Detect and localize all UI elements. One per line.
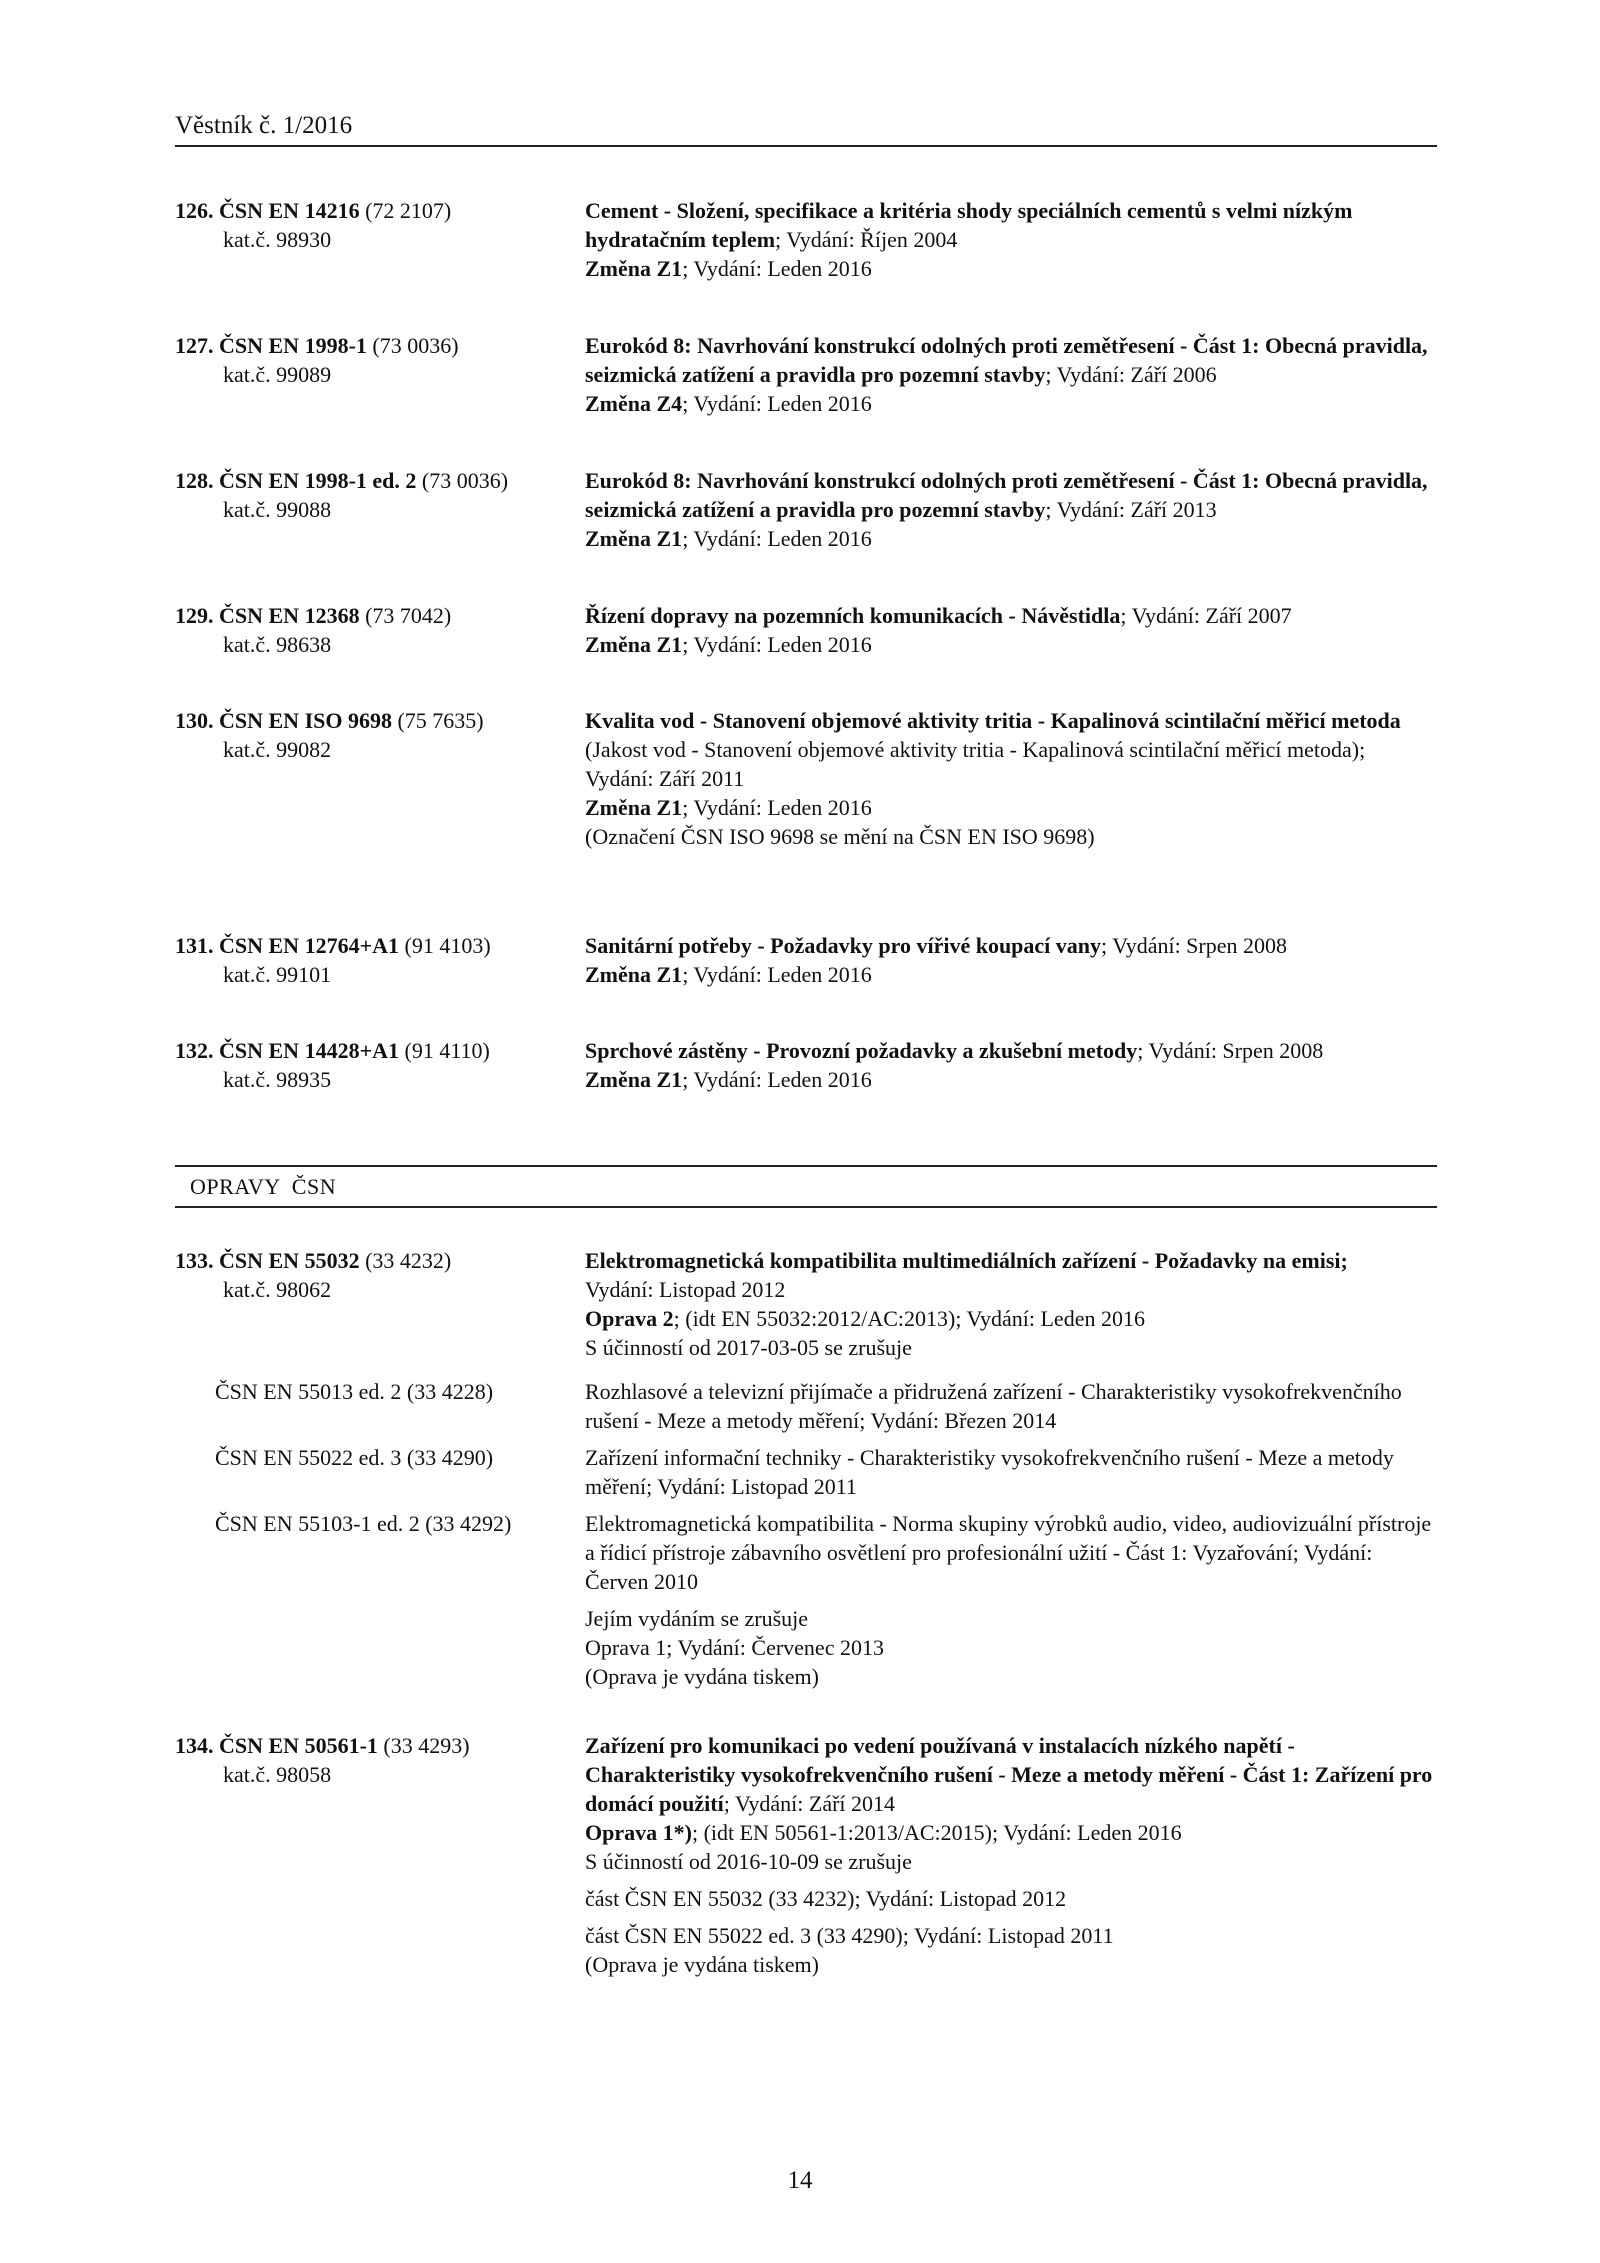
standard-title: Sprchové zástěny - Provozní požadavky a zkušební metody <box>585 1038 1138 1063</box>
effective-note: S účinností od 2016-10-09 se zrušuje <box>585 1849 912 1874</box>
entry-identifier <box>175 1731 580 1789</box>
class-code: (91 4110) <box>404 1038 490 1063</box>
entry-description <box>585 931 1437 989</box>
entry-identifier <box>175 706 580 764</box>
change-entry-127 <box>175 331 1437 418</box>
change-label: Změna Z1 <box>585 962 683 987</box>
catalog-number: kat.č. 99088 <box>223 497 332 522</box>
change-entry-126 <box>175 196 1437 283</box>
cancelled-item: Oprava 1; Vydání: Červenec 2013 <box>585 1635 884 1660</box>
replaced-standard-code: ČSN EN 55022 ed. 3 (33 4290) <box>215 1445 494 1470</box>
correction-entry-133 <box>175 1246 1437 1362</box>
entry-identifier <box>175 601 580 659</box>
printed-note: (Oprava je vydána tiskem) <box>585 1952 819 1977</box>
cancel-intro: Jejím vydáním se zrušuje <box>585 1606 809 1631</box>
issue-date: ; Vydání: Září 2013 <box>1045 497 1217 522</box>
standard-title: Sanitární potřeby - Požadavky pro vířivé koupací vany <box>585 933 1102 958</box>
designation-note: (Označení ČSN ISO 9698 se mění na ČSN EN ISO 9698) <box>585 824 1095 849</box>
class-code: (91 4103) <box>404 933 491 958</box>
class-code: (33 4232) <box>365 1248 452 1273</box>
standard-title: Kvalita vod - Stanovení objemové aktivity tritia - Kapalinová scintilační měřicí metoda <box>585 708 1401 733</box>
section-rule-bottom <box>175 1206 1437 1208</box>
page-number: 14 <box>787 2167 813 2194</box>
catalog-number: kat.č. 98058 <box>223 1762 332 1787</box>
change-entry-132 <box>175 1036 1437 1094</box>
standard-title: Elektromagnetická kompatibilita multimediálních zařízení - Požadavky na emisi; <box>585 1248 1348 1273</box>
replaced-standard-text: Rozhlasové a televizní přijímače a přidružená zařízení - Charakteristiky vysokofrekvenčního rušení - Meze a metody měření; Vydání: Březen 2014 <box>585 1379 1402 1433</box>
change-issue-date: ; Vydání: Leden 2016 <box>682 526 872 551</box>
change-issue-date: ; Vydání: Leden 2016 <box>682 1067 872 1092</box>
effective-note: S účinností od 2017-03-05 se zrušuje <box>585 1335 912 1360</box>
entry-number: 130. <box>175 708 214 733</box>
change-label: Změna Z1 <box>585 256 683 281</box>
entry-description <box>585 601 1437 659</box>
standard-code: ČSN EN ISO 9698 <box>219 708 392 733</box>
entry-description <box>585 1731 1437 1979</box>
change-label: Změna Z1 <box>585 526 683 551</box>
partial-standard-1: část ČSN EN 55032 (33 4232); Vydání: Listopad 2012 <box>585 1886 1067 1911</box>
catalog-number: kat.č. 98930 <box>223 227 332 252</box>
change-issue-date: ; Vydání: Leden 2016 <box>682 256 872 281</box>
issue-date: ; Vydání: Říjen 2004 <box>775 227 958 252</box>
catalog-number: kat.č. 99082 <box>223 737 332 762</box>
standard-code: ČSN EN 1998-1 ed. 2 <box>219 468 417 493</box>
change-issue-date: ; Vydání: Leden 2016 <box>682 391 872 416</box>
issue-date: ; Vydání: Září 2007 <box>1120 603 1292 628</box>
section-title: OPRAVY ČSN <box>190 1174 337 1199</box>
correction-label: Oprava 2 <box>585 1306 674 1331</box>
standard-code: ČSN EN 12368 <box>219 603 360 628</box>
standard-code: ČSN EN 1998-1 <box>219 333 367 358</box>
entry-number: 128. <box>175 468 214 493</box>
entry-number: 133. <box>175 1248 214 1273</box>
replaced-standard-text: Elektromagnetická kompatibilita - Norma skupiny výrobků audio, video, audiovizuální přístroje a řídicí přístroje zábavního osvětlení pro profesionální užití - Část 1: Vyzařování; Vydání: Červen 2010 <box>585 1511 1432 1594</box>
catalog-number: kat.č. 98062 <box>223 1277 332 1302</box>
entry-identifier <box>175 1036 580 1094</box>
catalog-number: kat.č. 98638 <box>223 632 332 657</box>
partial-standard-2: část ČSN EN 55022 ed. 3 (33 4290); Vydání: Listopad 2011 <box>585 1923 1114 1948</box>
change-entry-130 <box>175 706 1437 851</box>
entry-number: 126. <box>175 198 214 223</box>
entry-identifier <box>175 331 580 389</box>
entry-description <box>585 196 1437 283</box>
class-code: (33 4293) <box>383 1733 470 1758</box>
standard-code: ČSN EN 55032 <box>219 1248 360 1273</box>
printed-note: (Oprava je vydána tiskem) <box>585 1664 819 1689</box>
change-entry-131 <box>175 931 1437 989</box>
section-rule-top <box>175 1165 1437 1167</box>
header-rule <box>175 145 1437 147</box>
replaced-standard-1 <box>175 1377 1437 1435</box>
standard-code: ČSN EN 12764+A1 <box>219 933 399 958</box>
class-code: (73 0036) <box>372 333 459 358</box>
standard-code: ČSN EN 50561-1 <box>219 1733 378 1758</box>
replaced-standard-code: ČSN EN 55013 ed. 2 (33 4228) <box>215 1379 494 1404</box>
change-issue-date: ; Vydání: Leden 2016 <box>682 632 872 657</box>
change-label: Změna Z1 <box>585 632 683 657</box>
class-code: (75 7635) <box>397 708 484 733</box>
replaced-standard-2 <box>175 1443 1437 1501</box>
entry-number: 132. <box>175 1038 214 1063</box>
correction-label: Oprava 1*) <box>585 1820 692 1845</box>
replaced-standard-text: Zařízení informační techniky - Charakteristiky vysokofrekvenčního rušení - Meze a metody měření; Vydání: Listopad 2011 <box>585 1445 1394 1499</box>
class-code: (72 2107) <box>365 198 452 223</box>
change-issue-date: ; Vydání: Leden 2016 <box>682 795 872 820</box>
change-label: Změna Z4 <box>585 391 683 416</box>
standard-title: Zařízení pro komunikaci po vedení používaná v instalacích nízkého napětí - Charakteristiky vysokofrekvenčního rušení - Meze a metody měření - Část 1: Zařízení pro domácí použití <box>585 1733 1433 1816</box>
entry-number: 129. <box>175 603 214 628</box>
entry-description <box>585 706 1437 851</box>
standard-title: Řízení dopravy na pozemních komunikacích - Návěstidla <box>585 603 1121 628</box>
catalog-number: kat.č. 99101 <box>223 962 332 987</box>
entry-description <box>585 331 1437 418</box>
entry-identifier <box>175 466 580 524</box>
previous-title: (Jakost vod - Stanovení objemové aktivity tritia - Kapalinová scintilační měřicí metoda); Vydání: Září 2011 <box>585 737 1366 791</box>
entry-description <box>585 1246 1437 1362</box>
entry-number: 134. <box>175 1733 214 1758</box>
change-entry-129 <box>175 601 1437 659</box>
entry-description <box>585 1036 1437 1094</box>
entry-identifier <box>175 1246 580 1304</box>
catalog-number: kat.č. 99089 <box>223 362 332 387</box>
standard-code: ČSN EN 14428+A1 <box>219 1038 399 1063</box>
issue-date: ; Vydání: Srpen 2008 <box>1137 1038 1324 1063</box>
issue-date: ; Vydání: Září 2014 <box>723 1791 896 1816</box>
change-entry-128 <box>175 466 1437 553</box>
issue-date: Vydání: Listopad 2012 <box>585 1277 786 1302</box>
entry-number: 131. <box>175 933 214 958</box>
replaced-standard-code: ČSN EN 55103-1 ed. 2 (33 4292) <box>215 1511 512 1536</box>
class-code: (73 7042) <box>365 603 452 628</box>
replaced-standard-3 <box>175 1509 1437 1691</box>
correction-details: ; (idt EN 55032:2012/AC:2013); Vydání: Leden 2016 <box>673 1306 1145 1331</box>
change-issue-date: ; Vydání: Leden 2016 <box>682 962 872 987</box>
entry-identifier <box>175 196 580 254</box>
correction-entry-134 <box>175 1731 1437 1979</box>
class-code: (73 0036) <box>421 468 509 493</box>
standard-title: Eurokód 8: Navrhování konstrukcí odolných proti zemětřesení - Část 1: Obecná pravidla, seizmická zatížení a pravidla pro pozemní stavby <box>585 333 1428 387</box>
standard-code: ČSN EN 14216 <box>219 198 360 223</box>
change-label: Změna Z1 <box>585 1067 683 1092</box>
standard-title: Eurokód 8: Navrhování konstrukcí odolných proti zemětřesení - Část 1: Obecná pravidla, seizmická zatížení a pravidla pro pozemní stavby <box>585 468 1428 522</box>
standard-title: Cement - Složení, specifikace a kritéria shody speciálních cementů s velmi nízkým hydratačním teplem <box>585 198 1353 252</box>
page-header: Věstník č. 1/2016 <box>175 112 353 139</box>
issue-date: ; Vydání: Září 2006 <box>1045 362 1217 387</box>
entry-number: 127. <box>175 333 214 358</box>
correction-details: ; (idt EN 50561-1:2013/AC:2015); Vydání: Leden 2016 <box>691 1820 1182 1845</box>
change-label: Změna Z1 <box>585 795 683 820</box>
catalog-number: kat.č. 98935 <box>223 1067 332 1092</box>
issue-date: ; Vydání: Srpen 2008 <box>1101 933 1288 958</box>
entry-description <box>585 466 1437 553</box>
entry-identifier <box>175 931 580 989</box>
